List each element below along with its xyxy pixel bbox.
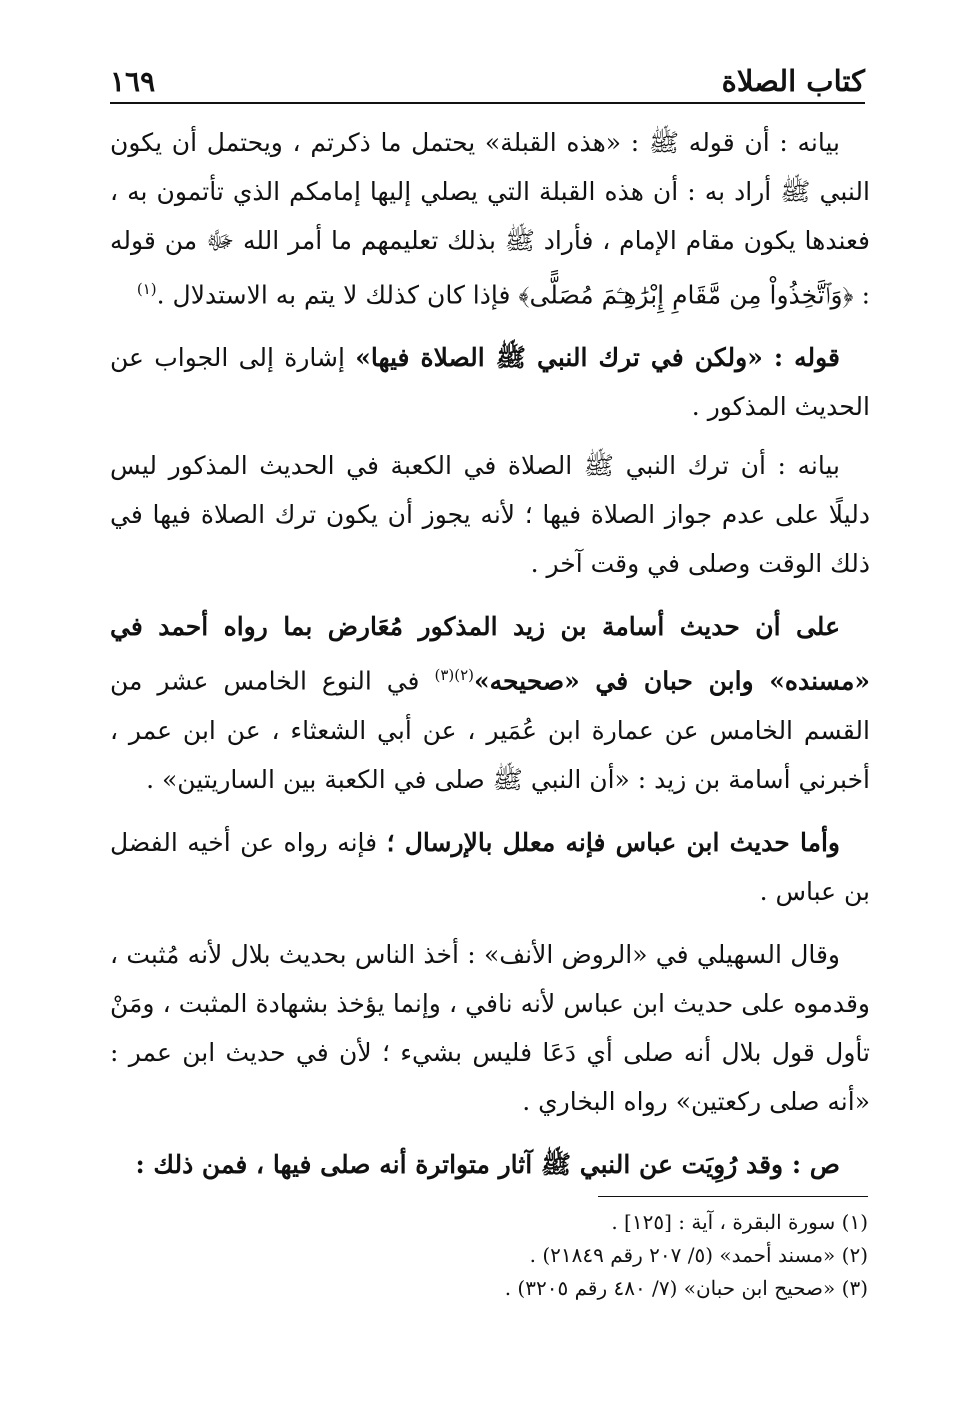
main-text xyxy=(110,118,870,1203)
paragraph-4-bold: على أن حديث أسامة بن زيد المذكور مُعَارض بما رواه أحمد في «مسنده» وابن حبان في «صحيحه» xyxy=(110,612,870,696)
paragraph-6-text: وقال السهيلي في «الروض الأنف» : أخذ الناس بحديث بلال لأنه مُثبت ، وقدموه على حديث ابن عباس لأنه نافي ، وإنما يؤخذ بشهادة المثبت ، ومَنْ تأول قول بلال أنه صلى أي دَعَا فليس بشيء ؛ لأن في حديث ابن عمر : «أنه صلى ركعتين» رواه البخاري . xyxy=(110,939,870,1116)
paragraph-1-text: بيانه : أن قوله ﷺ : «هذه القبلة» يحتمل ما ذكرتم ، ويحتمل أن يكون النبي ﷺ أراد به : أن هذه القبلة التي يصلي إليها إمامكم الذي تأتمون به ، فعندها يكون مقام الإمام ، فأراد ﷺ بذلك تعليمهم ما أمر الله ﷻ من قوله : ﴿وَٱتَّخِذُواْ مِن مَّقَامِ إِبْرَٰهِـۧمَ مُصَلًّى﴾ فإذا كان كذلك لا يتم به الاستدلال . xyxy=(110,128,870,310)
paragraph-1 xyxy=(110,118,870,319)
paragraph-2-bold: قوله : «ولكن في ترك النبي ﷺ الصلاة فيها» xyxy=(355,343,841,373)
footnote-1: (١) سورة البقرة ، آية : [١٢٥] . xyxy=(611,1210,868,1234)
paragraph-5-bold: وأما حديث ابن عباس فإنه معلل بالإرسال ؛ xyxy=(386,827,840,857)
paragraph-4-text: في النوع الخامس عشر من القسم الخامس عن عمارة ابن عُمَير ، عن أبي الشعثاء ، عن ابن عمر ، أخبرني أسامة بن زيد : «أن النبي ﷺ صلى في الكعبة بين الساريتين» . xyxy=(110,666,870,794)
paragraph-7-bold: ص : وقد رُوِيَت عن النبي ﷺ آثار متواترة أنه صلى فيها ، فمن ذلك : xyxy=(135,1149,840,1179)
footnote-2: (٢) «مسند أحمد» (٥/ ٢٠٧ رقم ٢١٨٤٩) . xyxy=(529,1243,868,1267)
paragraph-3 xyxy=(110,441,870,588)
footnotes xyxy=(110,1206,868,1305)
footnote-3: (٣) «صحيح ابن حبان» (٧/ ٤٨٠ رقم ٣٢٠٥) . xyxy=(504,1276,868,1300)
paragraph-3-text: بيانه : أن ترك النبي ﷺ الصلاة في الكعبة في الحديث المذكور ليس دليلًا على عدم جواز الصلاة فيها ؛ لأنه يجوز أن يكون ترك الصلاة فيها في ذلك الوقت وصلى في وقت آخر . xyxy=(110,451,870,579)
book-title: كتاب الصلاة xyxy=(721,64,865,98)
footnote-marker-3: (٣) xyxy=(434,666,455,685)
footnote-marker-1: (١) xyxy=(136,280,157,298)
footnote-separator xyxy=(598,1196,868,1197)
paragraph-5 xyxy=(110,818,870,916)
paragraph-2-text: إشارة إلى الجواب عن الحديث المذكور . xyxy=(110,343,870,422)
footnote-marker-2: (٢) xyxy=(454,666,475,685)
running-head xyxy=(110,52,865,104)
paragraph-4 xyxy=(110,602,870,803)
paragraph-6 xyxy=(110,930,870,1126)
paragraph-7 xyxy=(110,1140,870,1189)
paragraph-5-text: فإنه رواه عن أخيه الفضل بن عباس . xyxy=(110,827,870,906)
paragraph-2 xyxy=(110,333,870,431)
page-number: ١٦٩ xyxy=(110,65,156,98)
